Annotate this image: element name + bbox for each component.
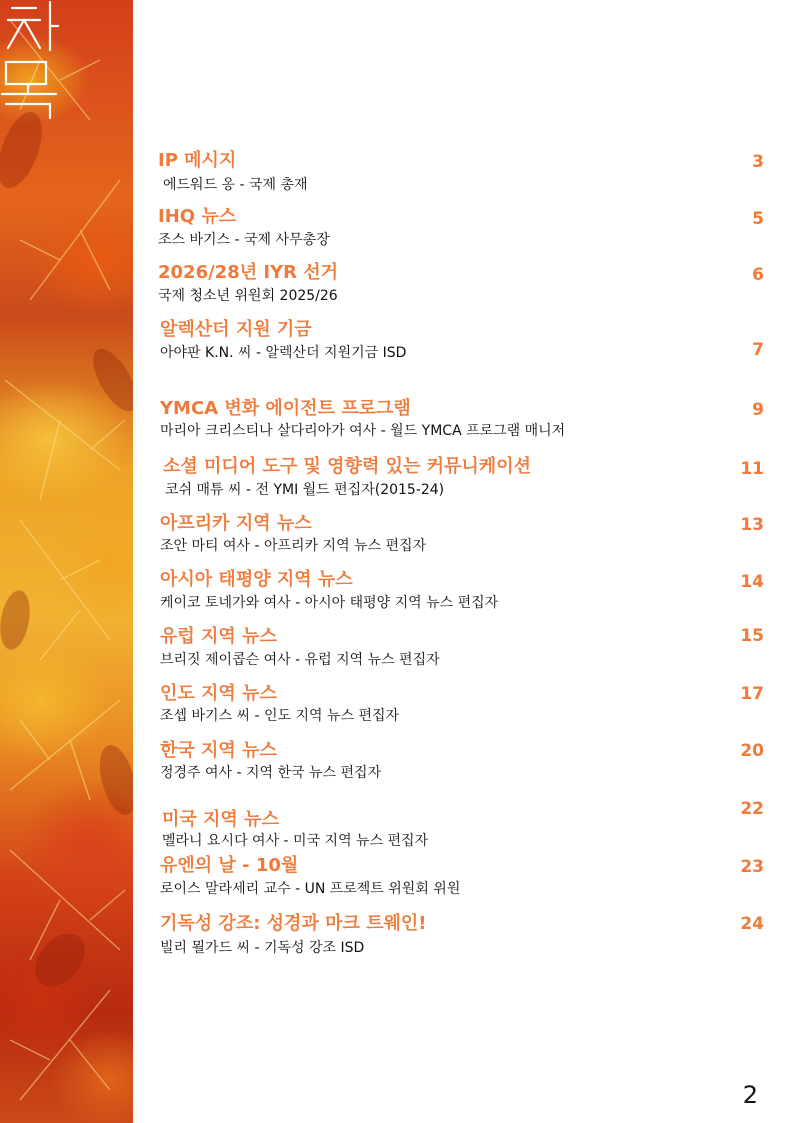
toc-entry-subtitle: 마리아 크리스티나 살다리아가 여사 - 월드 YMCA 프로그램 매니저 [160, 423, 566, 439]
toc-entry-subtitle: 케이코 토네가와 여사 - 아시아 태평양 지역 뉴스 편집자 [160, 595, 499, 611]
toc-entry-title[interactable]: 기독성 강조: 성경과 마크 트웨인! [160, 913, 427, 934]
toc-entry-subtitle: 조스 바기스 - 국제 사무총장 [158, 232, 330, 248]
toc-entry-title[interactable]: YMCA 변화 에이전트 프로그램 [160, 398, 411, 419]
toc-entry-subtitle: 코쉬 매튜 씨 - 전 YMI 월드 편집자(2015-24) [165, 482, 445, 498]
toc-entry-page[interactable]: 9 [752, 400, 764, 420]
toc-entry-subtitle: 조셉 바기스 씨 - 인도 지역 뉴스 편집자 [160, 708, 400, 724]
page-number: 2 [742, 1081, 758, 1109]
toc-entry-page[interactable]: 22 [740, 799, 764, 819]
toc-entry-title[interactable]: IHQ 뉴스 [158, 206, 237, 227]
toc-entry-page[interactable]: 13 [740, 515, 764, 535]
toc-entry-page[interactable]: 5 [752, 209, 764, 229]
toc-entry-subtitle: 브리짓 제이콥슨 여사 - 유럽 지역 뉴스 편집자 [160, 652, 440, 668]
toc-vertical-title: 목차 [0, 0, 2, 1]
toc-entry-subtitle: 로이스 말라세리 교수 - UN 프로젝트 위원회 위원 [160, 881, 461, 897]
toc-entry-subtitle: 멜라니 요시다 여사 - 미국 지역 뉴스 편집자 [162, 833, 429, 849]
toc-entry-title[interactable]: 유엔의 날 - 10월 [160, 855, 299, 876]
toc-entry-title[interactable]: 미국 지역 뉴스 [162, 809, 279, 830]
toc-entry-subtitle: 조안 마티 여사 - 아프리카 지역 뉴스 편집자 [160, 538, 427, 554]
toc-entry-page[interactable]: 20 [740, 741, 764, 761]
toc-entry-title[interactable]: 소셜 미디어 도구 및 영향력 있는 커뮤니케이션 [163, 456, 531, 477]
toc-entry-page[interactable]: 23 [740, 857, 764, 877]
toc-entry-page[interactable]: 3 [752, 152, 764, 172]
toc-entry-subtitle: 빌리 묄가드 씨 - 기독성 강조 ISD [160, 940, 365, 956]
toc-entry-page[interactable]: 11 [740, 459, 764, 479]
toc-entry-title[interactable]: 인도 지역 뉴스 [160, 683, 277, 704]
toc-entry-page[interactable]: 17 [740, 684, 764, 704]
toc-entry-title[interactable]: 한국 지역 뉴스 [160, 740, 277, 761]
toc-entry-title[interactable]: IP 메시지 [158, 150, 237, 171]
toc-entry-page[interactable]: 14 [740, 572, 764, 592]
toc-entry-subtitle: 국제 청소년 위원회 2025/26 [158, 288, 338, 304]
toc-entry-page[interactable]: 6 [752, 265, 764, 285]
toc-entry-page[interactable]: 24 [740, 914, 764, 934]
toc-entry-title[interactable]: 아시아 태평양 지역 뉴스 [160, 569, 353, 590]
toc-entry-subtitle: 에드워드 옹 - 국제 총재 [163, 177, 308, 193]
toc-entry-title[interactable]: 2026/28년 IYR 선거 [158, 262, 339, 283]
toc-entry-page[interactable]: 15 [740, 626, 764, 646]
toc-entry-subtitle: 정경주 여사 - 지역 한국 뉴스 편집자 [160, 765, 382, 781]
toc-entry-title[interactable]: 유럽 지역 뉴스 [160, 626, 277, 647]
toc-entry-title[interactable]: 알렉산더 지원 기금 [160, 319, 312, 340]
toc-entry-title[interactable]: 아프리카 지역 뉴스 [160, 513, 312, 534]
toc-entry-subtitle: 아야판 K.N. 씨 - 알렉산더 지원기금 ISD [160, 345, 407, 361]
toc-entry-page[interactable]: 7 [752, 340, 764, 360]
